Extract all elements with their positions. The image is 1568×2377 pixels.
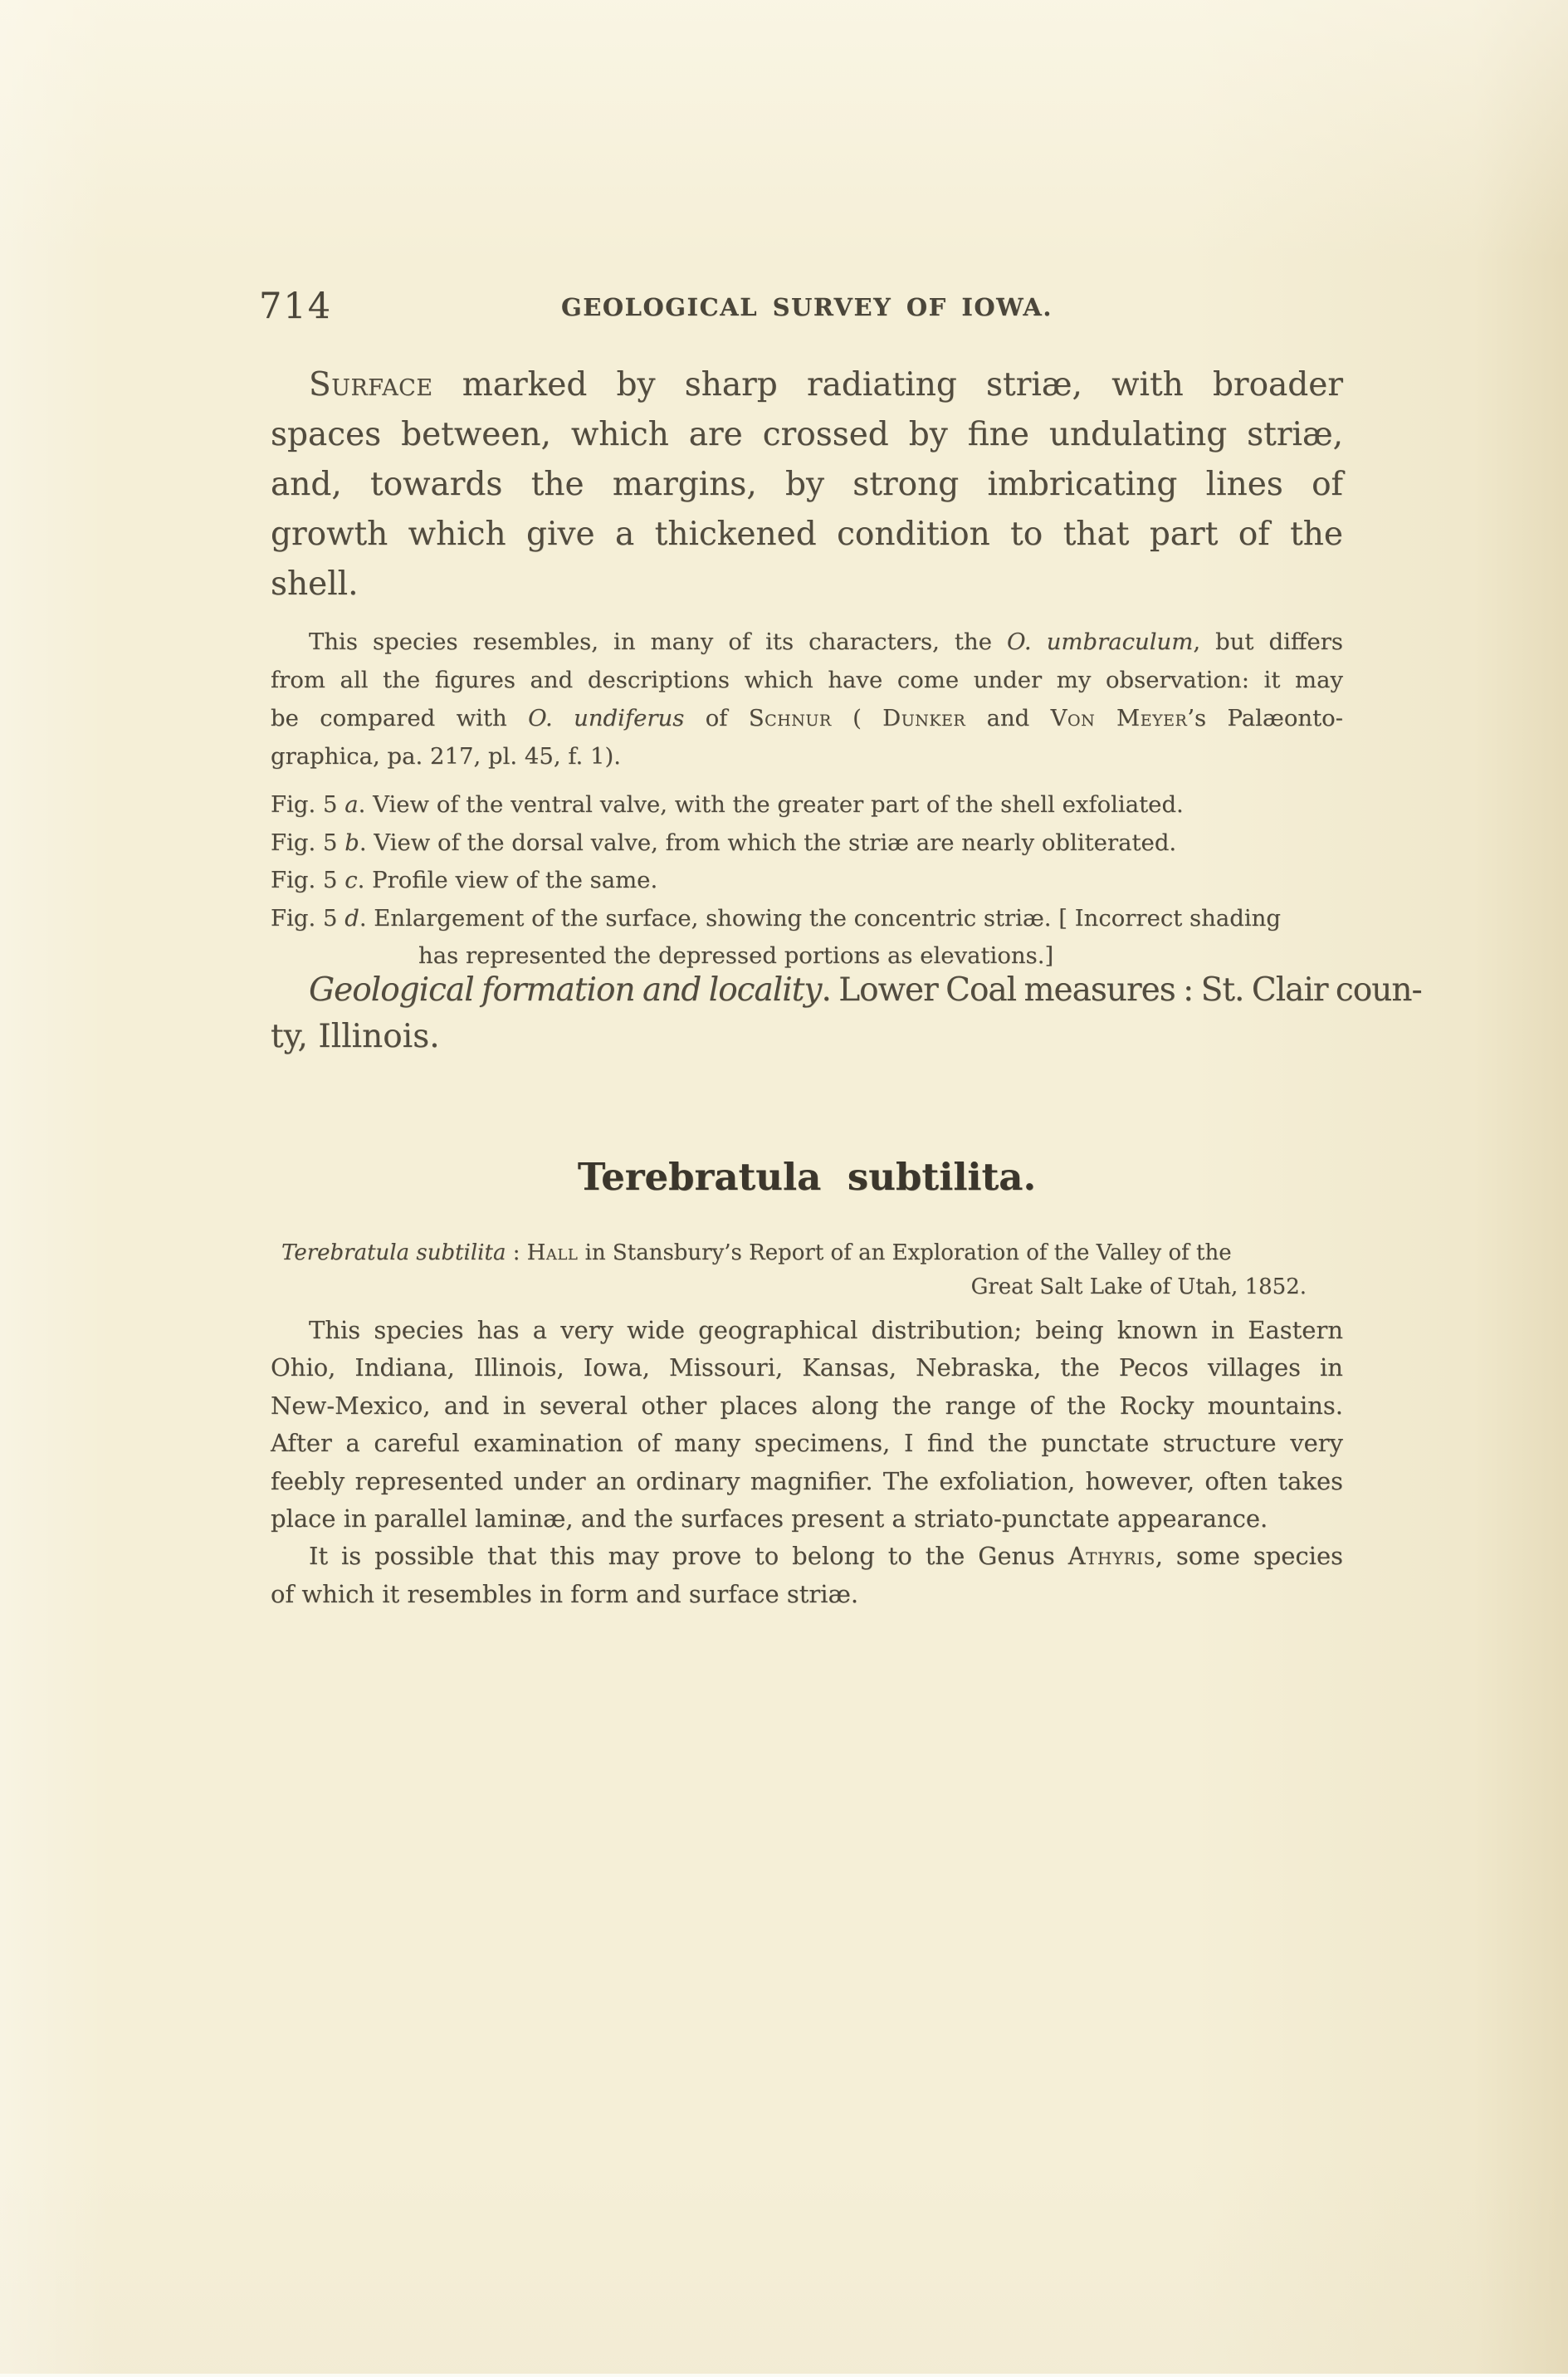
scan-bottom-edge [0,2374,1568,2377]
text-segment: Fig. 5 [271,867,345,893]
text-line [271,699,1343,737]
text-line [271,1538,1343,1575]
text-segment: in Stansbury’s Report of an Exploration of the Valley of the [578,1240,1232,1265]
text-segment: be compared with [271,705,529,731]
figure-caption-line [271,824,1343,863]
text-line [271,410,1343,460]
text-segment: O. undiferus [528,705,685,731]
text-line [271,661,1343,699]
text-segment: Schnur [748,705,832,731]
text-line [271,1014,1343,1060]
text-segment: has represented the depressed portions as elevations.] [418,942,1054,969]
text-segment: Hall [526,1240,579,1265]
text-segment: ty, Illinois. [271,1018,440,1055]
text-segment: graphica, pa. 217, pl. 45, f. 1). [271,743,621,770]
text-segment: . Lower Coal measures : St. Clair coun- [821,971,1422,1009]
text-segment: spaces between, which are crossed by fine undulating striæ, [271,416,1343,453]
text-segment: After a careful examination of many specimens, I find the punctate structure very [271,1429,1343,1458]
text-segment: place in parallel laminæ, and the surfaces present a striato-punctate appearance. [271,1504,1268,1533]
text-line [271,1270,1343,1304]
text-line [271,1463,1343,1500]
figure-caption-line [271,786,1343,824]
text-line [271,560,1343,609]
text-segment: Surface [309,366,433,404]
figure-captions [271,786,1343,976]
text-segment: , but differs [1193,628,1343,655]
running-title: GEOLOGICAL SURVEY OF IOWA. [561,293,1053,321]
text-segment: This species resembles, in many of its characters, the [309,628,1007,655]
text-line [271,1387,1343,1425]
text-segment: marked by sharp radiating striæ, with broader [432,366,1343,404]
text-segment: . Profile view of the same. [357,867,658,893]
text-segment: Terebratula subtilita [281,1240,506,1265]
page-number: 714 [259,286,333,327]
text-segment: ( [831,705,883,731]
text-segment: This species has a very wide geographical distribution; being known in Eastern [309,1316,1343,1344]
text-segment: a [344,791,359,818]
text-segment: Great Salt Lake of Utah, 1852. [970,1274,1307,1299]
text-segment: New-Mexico, and in several other places along the range of the Rocky mountains. [271,1391,1343,1420]
geological-formation-paragraph [271,967,1422,1060]
text-segment: of [684,705,749,731]
text-line [271,737,1343,775]
text-line [271,1236,1343,1270]
text-line [271,360,1343,410]
text-segment: and [965,705,1051,731]
distribution-paragraph [271,1312,1343,1613]
text-line [271,460,1343,510]
text-segment: b [344,829,359,856]
text-segment: Geological formation and locality [309,971,822,1009]
surface-description-paragraph [271,360,1343,609]
text-segment: Dunker [882,705,966,731]
text-line [271,1425,1343,1462]
text-segment: Von Meyer [1050,705,1188,731]
text-segment: c [344,867,358,893]
text-segment: from all the figures and descriptions which have come under my observation: it may [271,667,1343,693]
text-segment: Fig. 5 [271,829,345,856]
text-segment: Fig. 5 [271,904,345,932]
text-segment: O. umbraculum [1007,628,1194,655]
text-segment: of which it resembles in form and surface striæ. [271,1579,859,1608]
text-line [271,1500,1343,1538]
text-line [271,1576,1343,1613]
text-line [271,623,1343,661]
text-line [271,510,1343,560]
figure-caption-line [271,862,1343,900]
species-comparison-paragraph [271,623,1343,775]
text-segment: and, towards the margins, by strong imbricating lines of [271,466,1343,503]
text-segment: Fig. 5 [271,791,345,818]
text-segment: . View of the dorsal valve, from which the striæ are nearly obliterated. [359,829,1177,856]
text-segment: , some species [1155,1542,1344,1571]
species-heading: Terebratula subtilita. [577,1155,1037,1199]
text-segment: d [344,904,359,932]
text-line [271,1312,1343,1349]
text-line [271,967,1422,1014]
text-segment: growth which give a thickened condition to that part of the [271,516,1343,553]
text-segment: . View of the ventral valve, with the greater part of the shell exfoliated. [358,791,1184,818]
text-segment: . Enlargement of the surface, showing the concentric striæ. [ Incorrect shading [359,904,1281,932]
text-segment: ’s Palæonto- [1187,705,1343,731]
text-segment: Athyris [1067,1542,1155,1571]
synonymy-citation [271,1236,1343,1304]
figure-caption-line [271,900,1343,938]
text-segment: feebly represented under an ordinary magnifier. The exfoliation, however, often takes [271,1466,1343,1495]
text-segment: It is possible that this may prove to belong to the Genus [309,1542,1068,1571]
text-segment: : [506,1240,527,1265]
text-segment: shell. [271,565,359,603]
text-line [271,1349,1343,1387]
text-segment: Ohio, Indiana, Illinois, Iowa, Missouri, Kansas, Nebraska, the Pecos villages in [271,1353,1343,1382]
